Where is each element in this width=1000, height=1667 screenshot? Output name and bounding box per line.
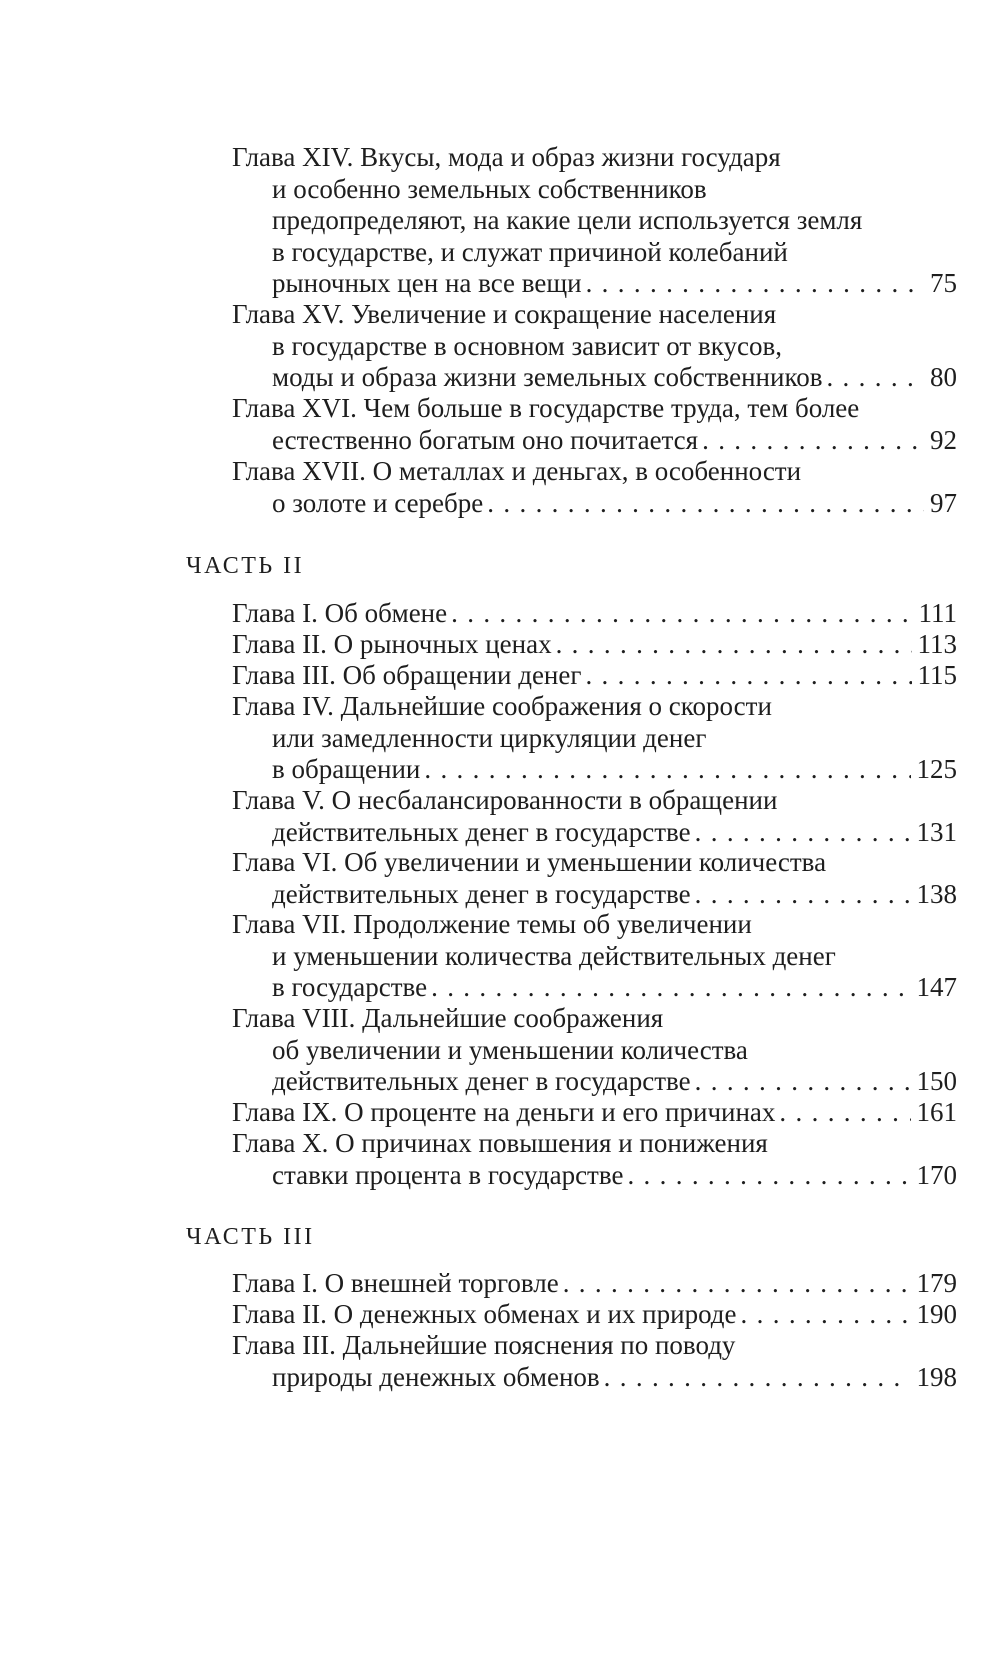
toc-entry-ch14 [232,142,957,300]
page-number: 111 [918,598,957,628]
toc-entry-last-line [232,629,957,661]
leader-dots [420,754,910,785]
toc-entry-title-cont: предопределяют, на какие цели используется земля [272,205,863,235]
toc-entry-title: Глава I. О внешней торговле [232,1268,559,1298]
toc-entry [232,909,957,1004]
leader-dots [447,598,912,629]
toc-entry-title-cont: в обращении [272,754,421,784]
leader-dots [582,268,924,299]
toc-entry [232,785,957,848]
toc-entry-last-line [232,1268,957,1300]
page-number: 138 [916,878,957,909]
toc-entry-ch17 [232,456,957,519]
toc-entry-last-line [232,1160,957,1192]
toc-entry-title-cont: естественно богатым оно почитается [272,424,699,455]
part-heading: ЧАСТЬ III [186,1224,315,1250]
toc-entry-title: Глава I. Об обмене [232,598,448,628]
leader-dots [691,879,911,910]
toc-entry-title: Глава V. О несбалансированности в обращении [232,785,778,815]
leader-dots [698,425,924,456]
toc-entry [232,598,957,630]
toc-entry-title-cont: ставки процента в государстве [272,1159,624,1190]
toc-entry [232,660,957,692]
page-number: 92 [930,424,957,455]
toc-entry-title: Глава VIII. Дальнейшие соображения [232,1003,664,1033]
toc-entry [232,1003,957,1098]
toc-entry-title: Глава XV. Увеличение и сокращение населения [232,299,777,329]
leader-dots [822,362,924,393]
page-number: 80 [930,362,957,392]
toc-entry-last-line [232,362,957,394]
leader-dots [483,488,924,519]
toc-entry [232,629,957,661]
page-number: 125 [916,754,957,784]
part-heading: ЧАСТЬ II [186,553,305,579]
page-number: 75 [930,268,957,298]
toc-entry-last-line [232,1362,957,1394]
page-number: 131 [916,816,957,847]
toc-entry-title: Глава III. Дальнейшие пояснения по поводу [232,1330,736,1360]
toc-entry-last-line [232,598,957,630]
toc-entry-ch15 [232,299,957,394]
toc-entry-title-cont: в государстве [272,972,428,1002]
toc-entry-title: Глава XIV. Вкусы, мода и образ жизни государя [232,142,781,172]
leader-dots [581,660,911,691]
toc-entry-last-line [232,660,957,692]
leader-dots [775,1097,910,1128]
toc-entry-title-cont: в государстве в основном зависит от вкусов, [272,330,782,361]
page-number: 179 [916,1268,957,1298]
leader-dots [691,1066,911,1097]
leader-dots [691,817,911,848]
toc-entry [232,1299,957,1331]
page-number: 190 [916,1299,957,1329]
toc-entry [232,1097,957,1129]
toc-entry-title-cont: рыночных цен на все вещи [272,268,582,298]
page-number: 161 [916,1097,957,1127]
toc-entry-last-line [232,268,957,300]
toc-entry-title-cont: действительных денег в государстве [272,878,691,909]
page-number: 115 [917,660,957,690]
leader-dots [600,1362,911,1393]
toc-entry-title: Глава II. О денежных обменах и их природе [232,1299,737,1329]
page-number: 198 [916,1361,957,1392]
toc-entry-title: Глава X. О причинах повышения и понижения [232,1128,768,1158]
leader-dots [559,1268,911,1299]
leader-dots [552,629,912,660]
toc-entry-title-cont: действительных денег в государстве [272,816,691,847]
toc-entry-title: Глава VII. Продолжение темы об увеличении [232,909,752,939]
toc-entry-title: Глава XVII. О металлах и деньгах, в особенности [232,456,802,486]
toc-entry [232,1128,957,1191]
toc-entry-title-cont: и особенно земельных собственников [272,173,707,204]
toc-entry [232,1268,957,1300]
toc-entry-title-cont: природы денежных обменов [272,1361,600,1392]
leader-dots [737,1299,911,1330]
toc-entry [232,691,957,786]
toc-entry-last-line [232,1066,957,1098]
page-number: 113 [917,629,957,659]
toc-entry-title-cont: об увеличении и уменьшении количества [272,1034,748,1065]
page-number: 147 [916,972,957,1002]
toc-entry-title: Глава III. Об обращении денег [232,660,582,690]
leader-dots [623,1160,910,1191]
toc-entry [232,1330,957,1393]
toc-entry-title: Глава VI. Об увеличении и уменьшении количества [232,847,827,877]
toc-entry-title-cont: о золоте и серебре [272,487,484,518]
toc-entry-last-line [232,1097,957,1129]
toc-entry-last-line [232,754,957,786]
toc-entry-title: Глава XVI. Чем больше в государстве труда, тем более [232,393,860,423]
toc-entry-title-cont: моды и образа жизни земельных собственников [272,362,823,392]
toc-entry-last-line [232,488,957,520]
toc-entry-last-line [232,879,957,911]
toc-entry-ch16 [232,393,957,456]
toc-entry-last-line [232,1299,957,1331]
toc-entry-title: Глава IX. О проценте на деньги и его причинах [232,1097,776,1127]
toc-entry-last-line [232,972,957,1004]
toc-entry-title-cont: или замедленности циркуляции денег [272,722,707,753]
toc-entry-last-line [232,817,957,849]
leader-dots [427,972,910,1003]
toc-entry-title: Глава IV. Дальнейшие соображения о скорости [232,691,772,721]
toc-entry-title-cont: действительных денег в государстве [272,1066,691,1096]
toc-entry [232,847,957,910]
toc-entry-title-cont: и уменьшении количества действительных денег [272,940,836,971]
toc-entry-title-cont: в государстве, и служат причиной колебаний [272,236,788,267]
page-number: 150 [916,1066,957,1096]
toc-entry-last-line [232,425,957,457]
page-number: 97 [930,487,957,518]
page-number: 170 [916,1159,957,1190]
toc-entry-title: Глава II. О рыночных ценах [232,629,552,659]
